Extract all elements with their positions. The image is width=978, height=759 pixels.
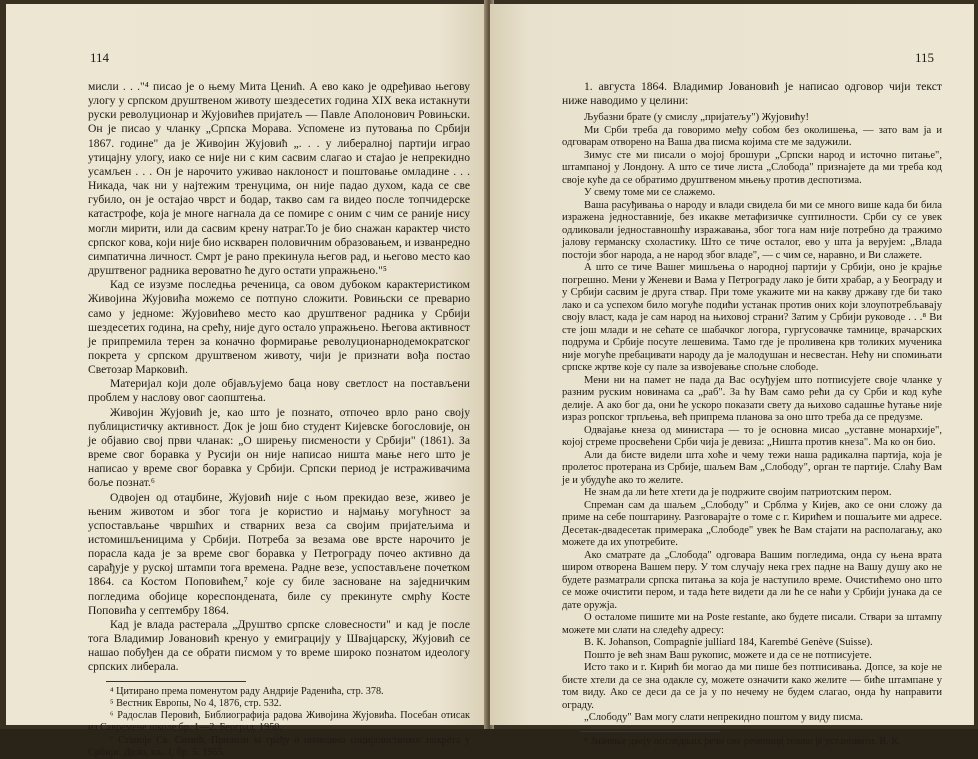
paragraph: Ваша расуђивања о народу и влади свидела би ми се много више када би била изражена једноставније, без икакве метафизичке суптилности. Срби су се увек одликовали једноставношћу изражавања, због тога нам није потребно да тражимо јалову германску схоластику. Што се тиче осталог, ево у шта ја верујем: „Влада постоји због народа, а не народ због владе", — с чим се, наравно, и Ви слажете. (562, 199, 942, 261)
paragraph: Одвојен од отаџбине, Жујовић није с њом прекидао везе, живео је њеним животом и због тога је користио и најмању могућност за успостављање чвршћих и стварних веза са својим пријатељима и истомишљеницима у Србији. Потреба за везама ове врсте нарочито је порасла када је за време свог боравка у Петрограду почео активно да сарађује у руској штампи тога времена. Радне везе, успостављене почетком 1864. са Костом Поповићем,⁷ које су биле засноване на заједничким погледима обојице кореспондената, биле су прекинуте смрћу Косте Поповића у септембру 1864. (88, 490, 470, 617)
paragraph: Спреман сам да шаљем „Слободу" и Срблма у Кијев, ако се они сложу да приме на себе поштарину. Разговарајте о томе с г. Кирићем и пошаљите ми адресе. Десетак-двадесетак примерака „Слободе" увек ће Вам стајати на располагању, ако можете да их употребите. (562, 499, 942, 549)
paragraph: Кад је влада растерала „Друштво српске словесности" и кад је после тога Владимир Јовановић кренуо у емиграцију у Швајцарску, Жујовић се нашао побуђен да се обрати писмом у то време широко познатом идеологу српских либерала. (88, 617, 470, 674)
paragraph: Живојин Жујовић је, као што је познато, отпочео врло рано своју публицистичку активност. Док је још био студент Кијевске богословије, он је објавио свој први чланак: „О ширењу писмености у Србији" (1861). За време свог боравка у Русији он није написао ништа мање него што је написао у време свог боравка у Србији. Српски период је истраживачима боље познат.⁶ (88, 405, 470, 490)
paragraph: 1. августа 1864. Владимир Јовановић је написао одговор чији текст ниже наводимо у целини: (562, 80, 942, 108)
footnote: ⁶ Радослав Перовић, Библиографија радова Живојина Жујовића. Посебан отисак из Савремене школе бр. 1—2. Београд, 1950. (88, 710, 470, 734)
footnote: ⁵ Вестник Европы, No 4, 1876, стр. 532. (110, 697, 282, 709)
paragraph: О осталоме пишите ми на Poste restante, ако будете писали. Ствари за штампу можете ми слати на следећу адресу: (562, 612, 942, 636)
paragraph: Ако сматрате да „Слобода" одговара Вашим погледима, онда су њена врата широм отворена Вашем перу. У том случају нека грех падне на Вашу душу ако не будете разматрали српска питања за која је наступило време. Очистићемо оно што се може очистити пером, и тада ћете видети да ли ће се наћи у Србији јунака да се дате оружја. (562, 549, 942, 611)
paragraph: Не знам да ли ћете хтети да је подржите својим патриотским пером. (584, 487, 892, 499)
paragraph: Пошто је већ знам Ваш рукопис, можете и да се не потписујете. (584, 649, 872, 661)
paragraph: Мени ни на памет не пада да Вас осуђујем што потписујете своје чланке у разним руским новинама са „раб". За ћу Вам само рећи да су Срби и код куће делије. А ако бог да, они ће ускоро показати свету да њихово садашње ћутање није израз ропског трпљења, већ припрема планова за оно што треба да се предузме. (562, 374, 942, 424)
paragraph: Али да бисте видели шта хоће и чему тежи наша радикална партија, која је пролетос протерана из Србије, шаљем Вам „Слободу", орган те партије. Слаћу Вам је и убудуће ако то желите. (562, 449, 942, 486)
paragraph: Материјал који доле објављујемо баца нову светлост на постављени проблем у наслову овог саопштења. (88, 377, 470, 405)
paragraph: Ми Срби треба да говоримо међу собом без околишења, — зато вам ја и одговарам отворено на Ваша два писма којима сте ме задужили. (562, 124, 942, 149)
paragraph: А што се тиче Вашег мишљења о народној партији у Србији, оно је крајње погрешно. Мени у Женеви и Вама у Петрограду лако је бити храбар, а у Београду и у Србији сасвим је друга ствар. При томе укажите ми на какву државу где би тако лако и са успехом било могуће подићи устанак против оних који злоупотребљавају своју власт, када је сам народ на њиховој страни? Затим у Србији руководе . . .⁸ Ви сте још млади и не сећате се шабачког логора, гургусовачке тамнице, врачарских подрума и Србије посуте лешевима. Тамо где је проливена крв толиких мученика није могуће пребацивати народу да је малодушан и несвестан. Нећу ни спомињати српске жртве које су пале за извојевање спољне слободе. (562, 262, 942, 374)
footnote: ⁸ Значење двеју последњих речи ове реченице тешко је установити. В. К. (584, 735, 901, 747)
right-page-text (562, 80, 942, 748)
left-page-text (88, 80, 470, 759)
paragraph: Зимус сте ми писали о мојој брошури „Српски народ и источно питање", штампаној у Лондону. А што се тиче листа „Слобода" признајете да ми треба код своје куће да се обратимо друштвеном мњењу против деспотизма. (562, 149, 942, 186)
paragraph: У свему томе ми се слажемо. (584, 187, 716, 199)
paragraph: Кад се изузме последња реченица, са овом дубоком карактеристиком Живојина Жујовића можемо се потпуно сложити. Ровињски се преварио само у једноме: Жујовићево место као друштвеног радника у Србији шездесетих година, на срећу, није дуго остало упражњено. Његова активност је припремила терен за коначно формирање револуционарнодемократског покрета у српском друштвеном животу, чији је признати вођа постао Светозар Марковић. (88, 278, 470, 377)
footnote-rule (580, 731, 720, 732)
paragraph: Одвајање кнеза од министара — то је основна мисао „уставне монархије", којој стреме просвећени Срби чија је девиза: „Ништа против кнеза". Ма ко он био. (562, 424, 942, 449)
paragraph: „Слободу" Вам могу слати непрекидно поштом у виду писма. (584, 712, 864, 724)
footnote-rule (106, 681, 246, 682)
paragraph: Исто тако и г. Кирић би могао да ми пише без потписивања. Допсе, за које не бисте хтели да се зна одакле су, можете означити како желите — биће штампане у том виду. Ако се деси да се ја у по нечему не будем слагао, онда ћу направити ограду. (562, 662, 942, 711)
paragraph: мисли . . ."⁴ писао је о њему Мита Ценић. А ево како је одређивао његову улогу у српском друштвеном животу шездесетих година XIX века истакнути руски револуционар и Жујовићев пријатељ — Павле Аполонович Ровињски. Он је писао у чланку „Српска Морава. Успомене из путовања по Србији 1867. године" да је Живојин Жујовић „. . . у либералној партији играо утицајну улогу, иако се није ни с ким сасвим слагао и стајао је непрекидно усамљен . . . Он је нарочито уживао наклоност и поштовање омладине . . . Никада, чак ни у најтежим тренуцима, он није падао духом, када се све губило, он је остајао чврст и бодар, такво сам га видео после топчидерске катастрофе, која је многе нагнала да се помире с оним с чим се раније нису могли мирити, или да сасвим крену натраг.То је био снажан карактер чисто српског кова, који није био искварен половичним образовањем, и изванредно симпатична личност. Смрт је рано прекинула његов рад, и његово место као друштвеног радника вероватно ће дуго остати упражњено."⁵ (88, 80, 470, 278)
letter-salutation: Љубазни брате (у смислу „пријатељу") Жујовићу! (584, 112, 810, 124)
footnote: ⁴ Цитирано према поменутом раду Андрије Раденића, стр. 378. (110, 685, 384, 697)
right-page (490, 4, 974, 747)
page-number: 114 (90, 50, 110, 65)
left-page (6, 4, 488, 759)
page-number: 115 (914, 50, 934, 65)
address-line: В. К. Johanson, Compagnie julliard 184, Karembé Genève (Suisse). (584, 637, 873, 649)
footnote: ⁷ Станоје Св. Симић, Прилози за грађу о почецима социјалистичког покрета у Србији. Дело, књ. I, бр. 5, 1955. (88, 734, 470, 759)
